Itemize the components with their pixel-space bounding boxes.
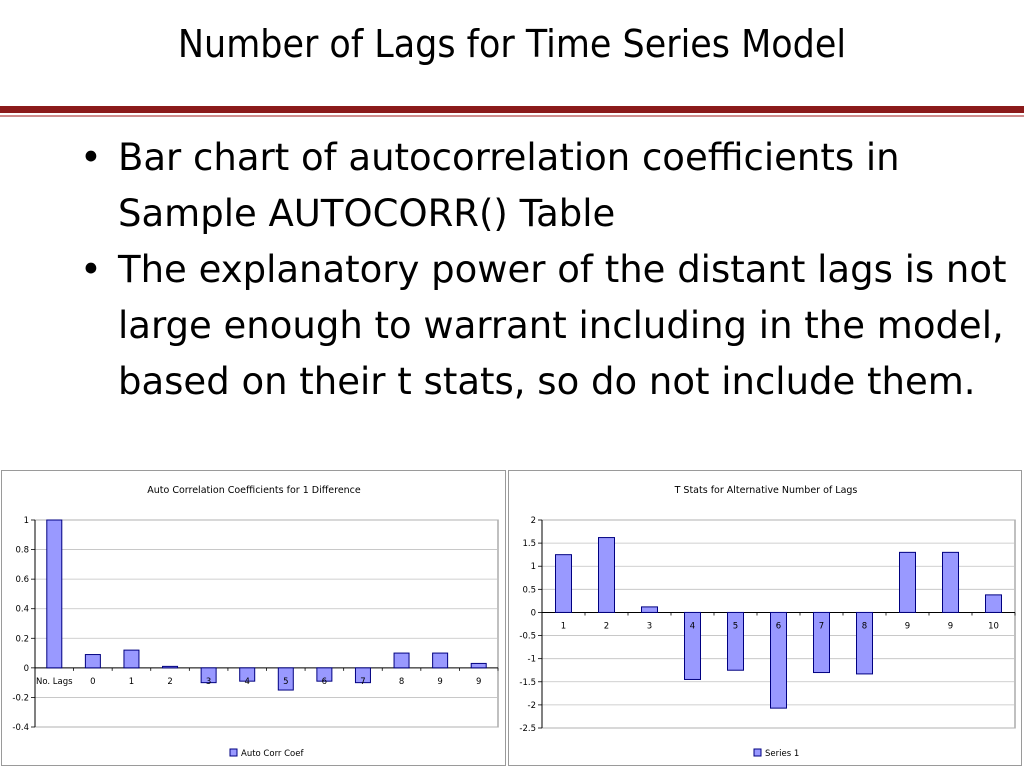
y-tick-label: -0.2: [12, 693, 29, 704]
bar: [124, 650, 139, 668]
x-tick-label: 9: [437, 676, 443, 687]
chart-title: Auto Correlation Coefficients for 1 Difference: [147, 485, 361, 496]
bullet-icon: •: [80, 248, 102, 291]
x-tick-label: 7: [360, 676, 366, 687]
bullet-item: [80, 242, 1020, 410]
y-tick-label: 0.8: [15, 545, 29, 556]
x-tick-label: No. Lags: [35, 676, 73, 687]
y-tick-label: 2: [530, 516, 536, 526]
bar: [47, 520, 62, 668]
legend-label: Series 1: [765, 749, 800, 759]
y-tick-label: 0.5: [522, 585, 536, 596]
bar: [433, 653, 448, 668]
x-tick-label: 5: [283, 676, 289, 687]
x-tick-label: 1: [128, 676, 135, 687]
chart-title: T Stats for Alternative Number of Lags: [674, 485, 858, 496]
bar: [471, 663, 486, 667]
x-tick-label: 2: [603, 621, 610, 632]
x-tick-label: 9: [904, 621, 911, 632]
title-divider-shadow: [0, 115, 1024, 117]
x-tick-label: 4: [244, 676, 250, 687]
bar: [986, 595, 1002, 613]
bar: [599, 538, 615, 613]
tstats-chart-panel: [508, 470, 1022, 766]
bar: [163, 666, 178, 667]
y-tick-label: 0: [23, 663, 29, 674]
x-tick-label: 0: [90, 676, 96, 687]
bullet-icon: •: [80, 136, 102, 179]
plot-area: [35, 520, 498, 727]
y-tick-label: 0.6: [15, 575, 29, 586]
x-tick-label: 9: [947, 621, 954, 632]
y-tick-label: -1: [527, 654, 536, 665]
legend-label: Auto Corr Coef: [241, 749, 304, 759]
x-tick-label: 4: [689, 621, 696, 632]
y-tick-label: 0: [530, 608, 536, 619]
y-tick-label: 1: [23, 516, 29, 526]
x-tick-label: 3: [646, 621, 653, 632]
x-tick-label: 8: [861, 621, 868, 632]
bar: [394, 653, 409, 668]
autocorr-chart: [2, 471, 505, 765]
y-tick-label: -2.5: [519, 724, 536, 734]
y-tick-label: 1: [530, 562, 536, 573]
bullet-text: The explanatory power of the distant lags is not large enough to warrant including in the model, based on their t stats, so do not include them.: [118, 248, 1007, 403]
bullet-list: [80, 130, 1020, 410]
x-tick-label: 7: [818, 621, 825, 632]
y-tick-label: 1.5: [522, 539, 536, 550]
tstats-chart: [509, 471, 1021, 765]
x-tick-label: 6: [775, 621, 782, 632]
bullet-item: [80, 130, 1020, 242]
bar: [900, 552, 916, 612]
bar: [85, 655, 100, 668]
y-tick-label: -1.5: [519, 677, 536, 688]
legend-swatch: [754, 749, 761, 756]
x-tick-label: 2: [167, 676, 173, 687]
x-tick-label: 9: [475, 676, 482, 687]
slide-title: Number of Lags for Time Series Model: [177, 22, 847, 66]
autocorr-chart-panel: [1, 470, 506, 766]
y-tick-label: 0.2: [15, 634, 29, 645]
legend-swatch: [230, 749, 237, 756]
y-tick-label: 0.4: [15, 604, 29, 615]
y-tick-label: -2: [527, 700, 536, 711]
x-tick-label: 5: [732, 621, 739, 632]
bar: [556, 555, 572, 613]
x-tick-label: 6: [321, 676, 328, 687]
x-tick-label: 1: [560, 621, 567, 632]
x-tick-label: 3: [205, 676, 212, 687]
y-tick-label: -0.4: [12, 723, 29, 733]
title-divider: [0, 106, 1024, 113]
x-tick-label: 8: [398, 676, 405, 687]
bar: [642, 607, 658, 613]
bullet-text: Bar chart of autocorrelation coefficients in Sample AUTOCORR() Table: [118, 136, 900, 235]
bar: [943, 552, 959, 612]
y-tick-label: -0.5: [519, 631, 536, 642]
x-tick-label: 10: [988, 621, 999, 632]
